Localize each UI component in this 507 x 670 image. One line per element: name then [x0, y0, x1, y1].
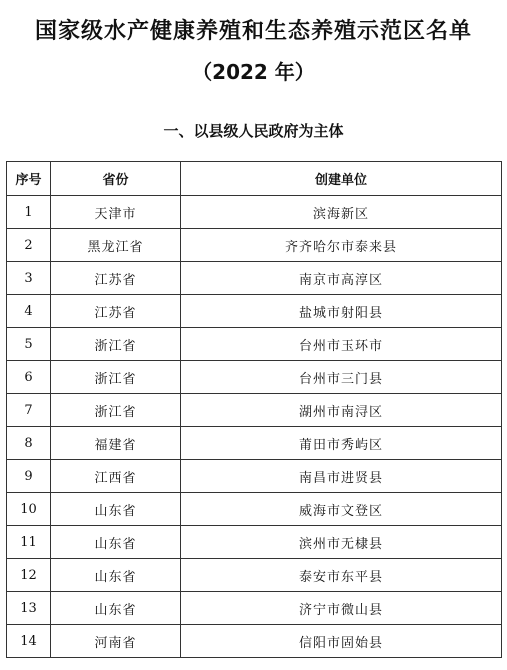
- table-row: [7, 295, 502, 328]
- row-province-cell: 山东省: [51, 559, 181, 592]
- row-province-cell: 江西省: [51, 460, 181, 493]
- row-index-cell: 7: [7, 394, 51, 427]
- row-province-cell: 江苏省: [51, 295, 181, 328]
- row-unit-cell: 齐齐哈尔市泰来县: [181, 229, 502, 262]
- row-unit-cell: 盐城市射阳县: [181, 295, 502, 328]
- row-index-cell: 14: [7, 625, 51, 658]
- header-province: 省份: [51, 162, 181, 196]
- header-unit: 创建单位: [181, 162, 502, 196]
- table-row: [7, 625, 502, 658]
- table-row: [7, 493, 502, 526]
- row-index-cell: 11: [7, 526, 51, 559]
- row-index-cell: 9: [7, 460, 51, 493]
- row-unit-cell: 南昌市进贤县: [181, 460, 502, 493]
- table-row: [7, 394, 502, 427]
- row-index-cell: 4: [7, 295, 51, 328]
- row-province-cell: 山东省: [51, 526, 181, 559]
- row-province-cell: 江苏省: [51, 262, 181, 295]
- row-index-cell: 13: [7, 592, 51, 625]
- table-row: [7, 427, 502, 460]
- table-header-row: [7, 162, 502, 196]
- row-index-cell: 3: [7, 262, 51, 295]
- row-province-cell: 黑龙江省: [51, 229, 181, 262]
- table-row: [7, 229, 502, 262]
- table-row: [7, 592, 502, 625]
- table-row: [7, 262, 502, 295]
- row-province-cell: 福建省: [51, 427, 181, 460]
- row-province-cell: 浙江省: [51, 394, 181, 427]
- row-province-cell: 浙江省: [51, 328, 181, 361]
- row-province-cell: 浙江省: [51, 361, 181, 394]
- row-province-cell: 河南省: [51, 625, 181, 658]
- table-row: [7, 361, 502, 394]
- row-province-cell: 山东省: [51, 592, 181, 625]
- row-unit-cell: 滨州市无棣县: [181, 526, 502, 559]
- section-heading: 一、以县级人民政府为主体: [163, 122, 344, 140]
- row-unit-cell: 莆田市秀屿区: [181, 427, 502, 460]
- row-index-cell: 1: [7, 196, 51, 229]
- row-unit-cell: 泰安市东平县: [181, 559, 502, 592]
- row-unit-cell: 威海市文登区: [181, 493, 502, 526]
- row-index-cell: 10: [7, 493, 51, 526]
- row-index-cell: 2: [7, 229, 51, 262]
- row-unit-cell: 湖州市南浔区: [181, 394, 502, 427]
- table-row: [7, 460, 502, 493]
- table-row: [7, 328, 502, 361]
- row-index-cell: 6: [7, 361, 51, 394]
- row-province-cell: 山东省: [51, 493, 181, 526]
- table-row: [7, 559, 502, 592]
- table-row: [7, 196, 502, 229]
- row-unit-cell: 信阳市固始县: [181, 625, 502, 658]
- row-index-cell: 5: [7, 328, 51, 361]
- row-unit-cell: 南京市高淳区: [181, 262, 502, 295]
- demonstration-zone-table: [6, 161, 502, 658]
- document-title: 国家级水产健康养殖和生态养殖示范区名单: [34, 19, 472, 44]
- table-body: [7, 196, 502, 658]
- row-unit-cell: 滨海新区: [181, 196, 502, 229]
- row-unit-cell: 台州市玉环市: [181, 328, 502, 361]
- table-row: [7, 526, 502, 559]
- row-index-cell: 8: [7, 427, 51, 460]
- header-index: 序号: [7, 162, 51, 196]
- row-unit-cell: 台州市三门县: [181, 361, 502, 394]
- row-index-cell: 12: [7, 559, 51, 592]
- row-province-cell: 天津市: [51, 196, 181, 229]
- document-subtitle: （2022 年）: [192, 60, 315, 84]
- row-unit-cell: 济宁市微山县: [181, 592, 502, 625]
